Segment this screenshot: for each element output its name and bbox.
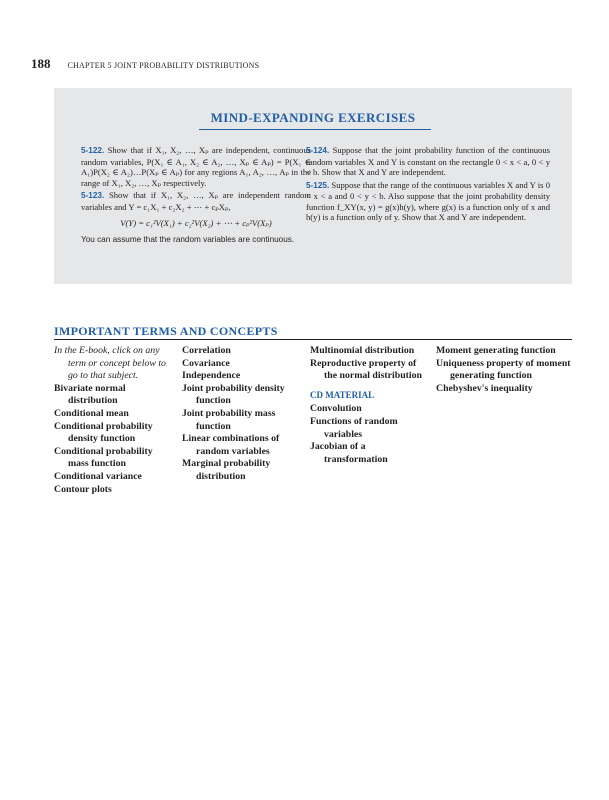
exercise-number: 5-122. — [81, 146, 105, 155]
terms-column-1 — [54, 345, 174, 496]
term-link[interactable]: Multinomial distribution — [310, 345, 415, 356]
term-link[interactable]: Conditional probability density function — [54, 420, 153, 445]
terms-rule — [54, 339, 572, 340]
exercise-5-122 — [81, 145, 311, 188]
page-header — [31, 56, 259, 72]
exercise-text: Show that if X₁, X₂, …, Xₚ are independent, continuous random variables, P(X₁ ∈ A₁, X₂ ∈ A₂, …, Xₚ ∈ Aₚ) = P(X₁ ∈ A₁)P(X₂ ∈ A₂)…P(Xₚ ∈ Aₚ) for any regions A₁, A₂, …, Aₚ in the range of X₁, X₂, …, Xₚ respectively. — [81, 145, 311, 188]
exercises-title: MIND-EXPANDING EXERCISES — [210, 110, 416, 125]
term-link[interactable]: Marginal probability distribution — [182, 458, 271, 482]
term-link[interactable]: Conditional mean — [54, 407, 129, 419]
chapter-title: CHAPTER 5 JOINT PROBABILITY DISTRIBUTIONS — [67, 61, 260, 70]
term-link[interactable]: Jacobian of a transformation — [310, 441, 388, 465]
variance-equation: V(Y) = c₁²V(X₁) + c₂²V(X₂) + ⋯ + cₚ²V(Xₚ) — [120, 218, 272, 228]
cd-material-heading: CD MATERIAL — [310, 389, 375, 400]
term-link[interactable]: Contour plots — [54, 483, 112, 495]
term-link[interactable]: Functions of random variables — [310, 415, 398, 440]
term-link[interactable]: Joint probability mass function — [182, 407, 276, 432]
term-link[interactable]: Conditional probability mass function — [54, 445, 153, 470]
exercise-text: Suppose that the range of the continuous variables X and Y is 0 < x < a and 0 < y < b. Also suppose that the joint probability density function f_XY(x, y) = g(x)h(y), where g(x) is a function only of x and h(y) is a function only of y. Show that X and Y are independent. — [306, 179, 550, 222]
terms-column-2 — [182, 345, 302, 484]
exercise-5-124 — [306, 145, 550, 178]
term-link[interactable]: Correlation — [182, 345, 231, 356]
terms-column-3 — [310, 345, 428, 466]
term-link[interactable]: Moment generating function — [436, 345, 556, 356]
term-link[interactable]: Covariance — [182, 357, 230, 369]
exercises-right-column — [306, 145, 550, 225]
term-link[interactable]: Reproductive property of the normal distribution — [310, 357, 422, 382]
exercise-text: Suppose that the joint probability function of the continuous random variables X and Y is constant on the rectangle 0 < x < a, 0 < y < b. Show that X and Y are independent. — [306, 145, 550, 177]
exercises-left-column — [81, 145, 311, 245]
terms-title: IMPORTANT TERMS AND CONCEPTS — [54, 324, 278, 338]
term-link[interactable]: Independence — [182, 370, 241, 382]
exercise-text: Show that if X₁, X₂, …, Xₚ are independent random variables and Y = c₁X₁ + c₂X₂ + ⋯ + cₚXₚ, — [81, 190, 311, 212]
exercise-number: 5-124. — [306, 146, 330, 155]
exercise-5-123 — [81, 190, 311, 212]
exercise-note: You can assume that the random variables are continuous. — [81, 234, 295, 244]
term-link[interactable]: Conditional variance — [54, 470, 142, 482]
term-link[interactable]: Bivariate normal distribution — [54, 382, 126, 407]
term-link[interactable]: Linear combinations of random variables — [182, 433, 280, 457]
ebook-instruction: In the E-book, click on any term or concept below to go to that subject. — [54, 345, 166, 382]
term-link[interactable]: Chebyshev's inequality — [436, 382, 533, 394]
exercises-title-underline — [199, 129, 431, 130]
terms-column-4 — [436, 345, 576, 395]
term-link[interactable]: Joint probability density function — [182, 382, 285, 407]
page-number: 188 — [31, 56, 51, 71]
term-link[interactable]: Uniqueness property of moment generating function — [436, 357, 571, 382]
term-link[interactable]: Convolution — [310, 403, 362, 415]
exercise-number: 5-123. — [81, 191, 105, 200]
exercises-box — [54, 88, 572, 284]
exercise-5-125 — [306, 180, 550, 223]
exercise-number: 5-125. — [306, 180, 330, 190]
